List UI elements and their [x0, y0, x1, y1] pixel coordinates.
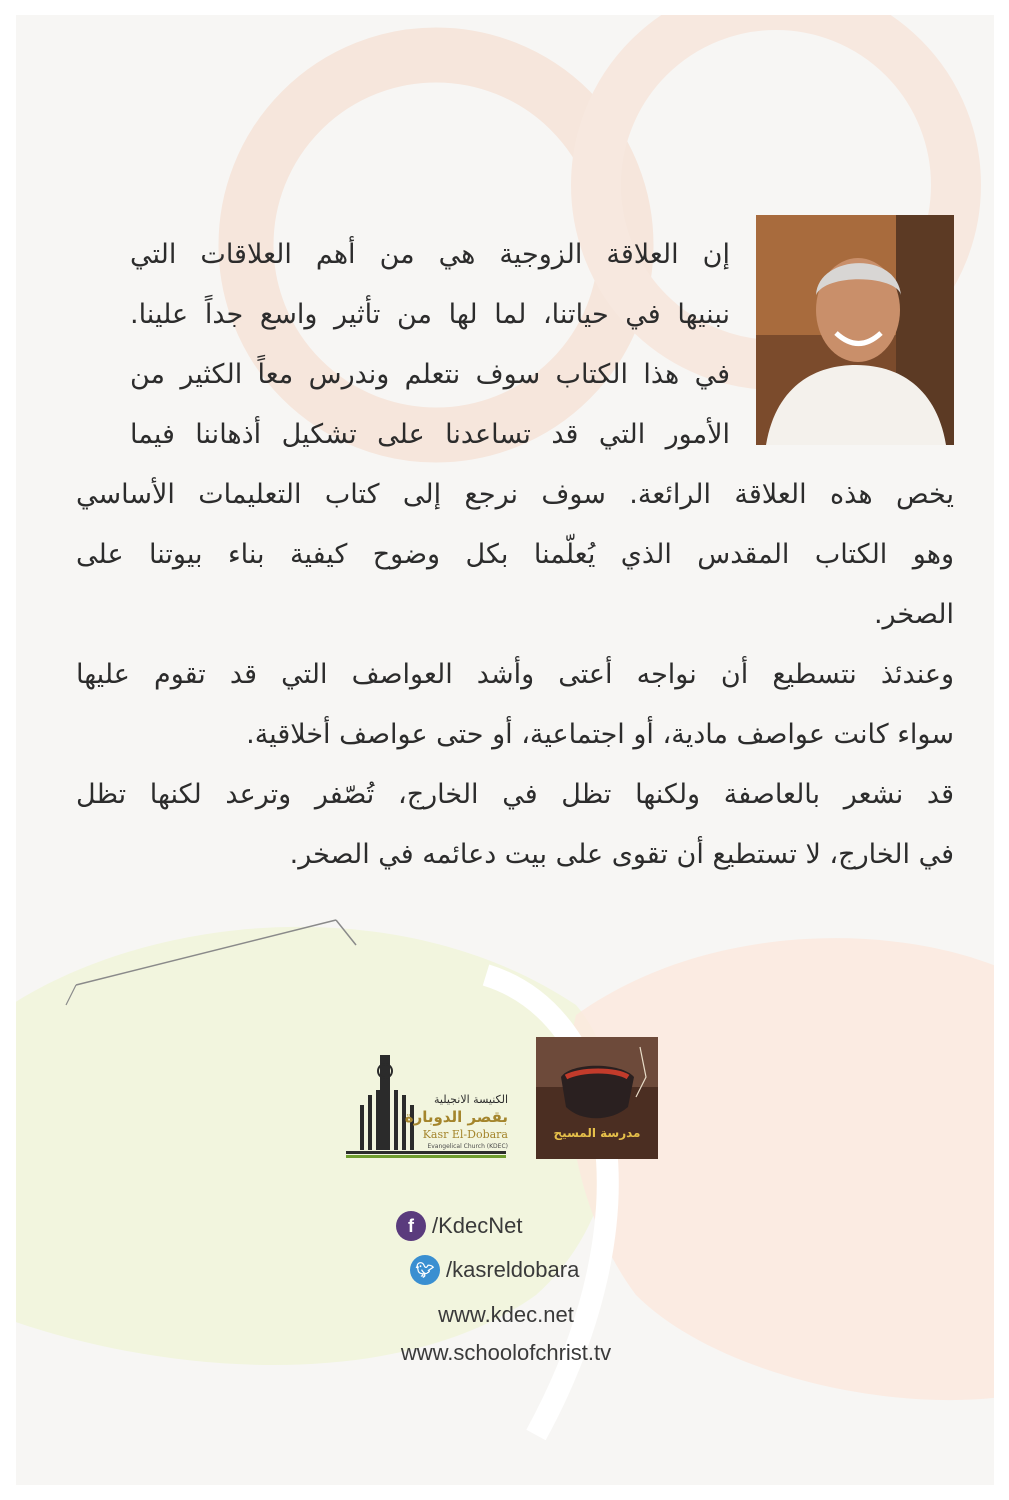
svg-text:Evangelical Church (KDEC): Evangelical Church (KDEC) [427, 1143, 508, 1150]
paragraph-line: الصخر. [873, 599, 954, 630]
paragraph-line: الأمور التي قد تساعدنا على تشكيل أذهاننا فيما [130, 419, 730, 450]
author-portrait-image [756, 215, 954, 445]
main-paragraph [76, 465, 954, 885]
school-of-christ-logo [536, 1037, 658, 1159]
paragraph-line: وهو الكتاب المقدس الذي يُعلّمنا بكل وضوح كيفية بناء بيوتنا على [76, 539, 954, 570]
twitter-link-row[interactable] [410, 1253, 660, 1287]
twitter-handle[interactable]: /kasreldobara [446, 1257, 580, 1282]
svg-text:Kasr El-Dobara: Kasr El-Dobara [422, 1128, 508, 1141]
paragraph-line: سواء كانت عواصف مادية، أو اجتماعية، أو حتى عواصف أخلاقية. [246, 719, 954, 750]
paragraph-line: في الخارج، لا تستطيع أن تقوى على بيت دعائمه في الصخر. [289, 839, 954, 870]
back-cover [16, 15, 994, 1485]
paragraph-line: يخص هذه العلاقة الرائعة. سوف نرجع إلى كتاب التعليمات الأساسي [76, 479, 954, 510]
facebook-link-row[interactable] [396, 1209, 646, 1243]
church-tower-icon [342, 1045, 512, 1160]
website-link-schoolofchrist[interactable]: www.schoolofchrist.tv [400, 1340, 612, 1365]
paragraph-line: في هذا الكتاب سوف نتعلم وندرس معاً الكثير من [130, 359, 730, 390]
kdec-church-logo [342, 1045, 512, 1160]
school-logo-image [536, 1037, 658, 1159]
paragraph-line: نبنيها في حياتنا، لما لها من تأثير واسع جداً علينا. [130, 299, 730, 330]
facebook-icon: f [396, 1211, 426, 1241]
intro-paragraph [130, 225, 730, 465]
paragraph-line: قد نشعر بالعاصفة ولكنها تظل في الخارج، تُصّفر وترعد لكنها تظل [76, 779, 954, 810]
facebook-handle[interactable]: /KdecNet [432, 1213, 523, 1238]
svg-text:الكنيسة الانجيلية: الكنيسة الانجيلية [434, 1093, 508, 1106]
svg-text:مدرسة المسيح: مدرسة المسيح [553, 1126, 641, 1140]
paragraph-line: وعندئذ نتسطيع أن نواجه أعتى وأشد العواصف التي قد تقوم عليها [76, 659, 954, 690]
paragraph-line: إن العلاقة الزوجية هي من أهم العلاقات التي [130, 239, 730, 270]
twitter-icon: 🐦︎ [410, 1255, 440, 1285]
website-link-kdec[interactable]: www.kdec.net [438, 1302, 574, 1327]
author-photo [756, 215, 954, 445]
svg-text:بقصر الدوبارة: بقصر الدوبارة [404, 1108, 508, 1126]
